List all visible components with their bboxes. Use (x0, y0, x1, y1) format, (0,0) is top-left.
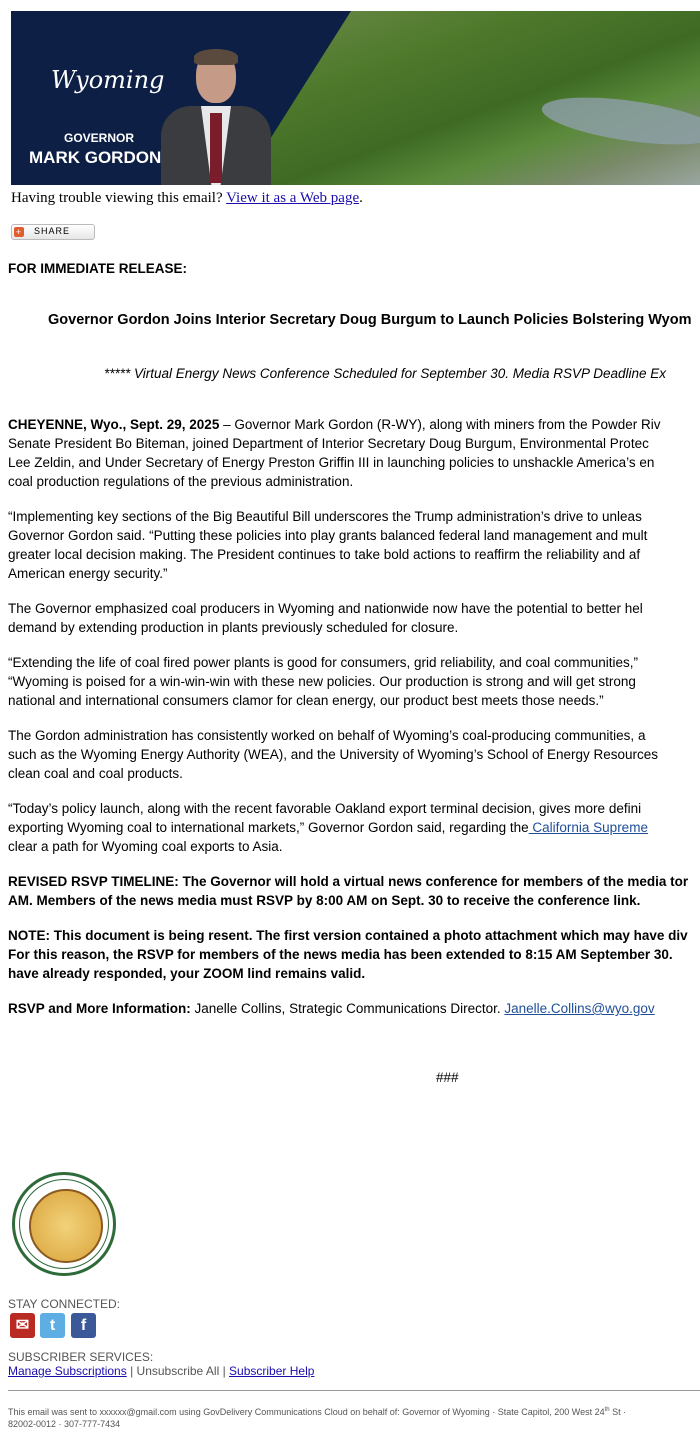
separator: | (219, 1364, 230, 1378)
plus-icon: + (15, 227, 23, 237)
text-line: national and international consumers clamor for clean energy, our product best meets those needs.” (8, 693, 604, 708)
text-line: AM. Members of the news media must RSVP by 8:00 AM on Sept. 30 to receive the conference link. (8, 893, 641, 908)
facebook-icon[interactable]: f (71, 1313, 96, 1338)
paragraph-2 (8, 507, 647, 583)
email-link[interactable]: Janelle.Collins@wyo.gov (504, 1001, 655, 1016)
text-line: have already responded, your ZOOM lind remains valid. (8, 966, 366, 981)
text-line: The Governor emphasized coal producers in Wyoming and nationwide now have the potential to better hel (8, 601, 643, 616)
text-line: clean coal and coal products. (8, 766, 183, 781)
wyoming-state-seal (12, 1172, 116, 1276)
stay-connected-label: STAY CONNECTED: (8, 1297, 121, 1311)
text-line: – Governor Mark Gordon (R-WY), along with miners from the Powder Riv (219, 417, 661, 432)
california-supreme-court-link[interactable]: California Supreme (528, 820, 648, 835)
subscriber-services-label: SUBSCRIBER SERVICES: (8, 1350, 154, 1364)
trouble-viewing (11, 190, 363, 207)
separator: | (126, 1364, 137, 1378)
landscape-image (241, 11, 700, 185)
contact-info (8, 999, 655, 1018)
header-banner (11, 11, 700, 185)
text-line: The Gordon administration has consistently worked on behalf of Wyoming’s coal-producing communities, a (8, 728, 646, 743)
superscript: th (604, 1407, 610, 1413)
text-line: “Today’s policy launch, along with the recent favorable Oakland export terminal decision, gives more defini (8, 801, 642, 816)
release-label: FOR IMMEDIATE RELEASE: (8, 261, 188, 276)
contact-text: Janelle Collins, Strategic Communications Director. (190, 1001, 505, 1016)
text-line: “Wyoming is poised for a win-win-win with these new policies. Our production is strong and will get strong (8, 674, 636, 689)
note (8, 926, 688, 983)
subscriber-links (8, 1364, 314, 1378)
text-line: REVISED RSVP TIMELINE: The Governor will hold a virtual news conference for members of the media tor (8, 874, 689, 889)
text-line: such as the Wyoming Energy Authority (WEA), and the University of Wyoming’s School of Energy Resources (8, 747, 659, 762)
paragraph-4 (8, 653, 638, 710)
footer-divider (8, 1390, 700, 1391)
period: . (359, 190, 363, 206)
text-line: American energy security.” (8, 566, 168, 581)
share-button[interactable] (11, 224, 95, 240)
unsubscribe-all-link[interactable]: Unsubscribe All (136, 1364, 220, 1378)
footer-fine-print (8, 1404, 626, 1430)
text-line: “Extending the life of coal fired power plants is good for consumers, grid reliability, and coal communities,” (8, 655, 639, 670)
fine-print-text: St · (609, 1407, 627, 1417)
text-line: Governor Gordon said. “Putting these policies into play grants balanced federal land management and mult (8, 528, 648, 543)
rsvp-timeline (8, 872, 688, 910)
text-line: For this reason, the RSVP for members of the news media has been extended to 8:15 AM September 30. (8, 947, 673, 962)
text-line: clear a path for Wyoming coal exports to Asia. (8, 839, 283, 854)
headline: Governor Gordon Joins Interior Secretary Doug Burgum to Launch Policies Bolstering Wyom (48, 312, 692, 328)
text-line: NOTE: This document is being resent. The first version contained a photo attachment which may have div (8, 928, 688, 943)
share-label: SHARE (34, 226, 71, 236)
text-line: demand by extending production in plants previously scheduled for closure. (8, 620, 459, 635)
text-line: Senate President Bo Biteman, joined Department of Interior Secretary Doug Burgum, Environmental Protec (8, 436, 649, 451)
view-web-page-link[interactable]: View it as a Web page (226, 190, 360, 206)
text-line: coal production regulations of the previous administration. (8, 474, 354, 489)
contact-label: RSVP and More Information: (8, 1001, 191, 1016)
paragraph-3 (8, 599, 643, 637)
text-line: exporting Wyoming coal to international markets,” Governor Gordon said, regarding the (8, 820, 529, 835)
paragraph-1 (8, 415, 660, 491)
twitter-icon[interactable]: t (40, 1313, 65, 1338)
text-line: “Implementing key sections of the Big Beautiful Bill underscores the Trump administration’s drive to unleas (8, 509, 642, 524)
dateline: CHEYENNE, Wyo., Sept. 29, 2025 (8, 417, 220, 432)
subscriber-help-link[interactable]: Subscriber Help (229, 1364, 315, 1378)
fine-print-text: This email was sent to xxxxxx@gmail.com using GovDelivery Communications Cloud on behalf of: Governor of Wyoming · State Capitol, 200 West 24 (8, 1407, 605, 1417)
text-line: Lee Zeldin, and Under Secretary of Energy Preston Griffin III in launching policies to unshackle America’s en (8, 455, 655, 470)
fine-print-text: 82002-0012 · 307-777-7434 (8, 1419, 121, 1429)
banner-title: GOVERNOR (64, 131, 135, 145)
governor-photo (161, 51, 271, 185)
paragraph-5 (8, 726, 658, 783)
trouble-text: Having trouble viewing this email? (11, 190, 227, 206)
paragraph-6 (8, 799, 648, 856)
wyoming-logo: Wyoming (51, 66, 165, 94)
subtitle: ***** Virtual Energy News Conference Scheduled for September 30. Media RSVP Deadline Ex (104, 366, 667, 381)
text-line: greater local decision making. The President continues to take bold actions to reaffirm the reliability and af (8, 547, 641, 562)
end-mark: ### (436, 1070, 459, 1085)
email-updates-icon[interactable]: ✉ (10, 1313, 35, 1338)
manage-subscriptions-link[interactable]: Manage Subscriptions (8, 1364, 127, 1378)
banner-name: MARK GORDON (29, 148, 162, 167)
